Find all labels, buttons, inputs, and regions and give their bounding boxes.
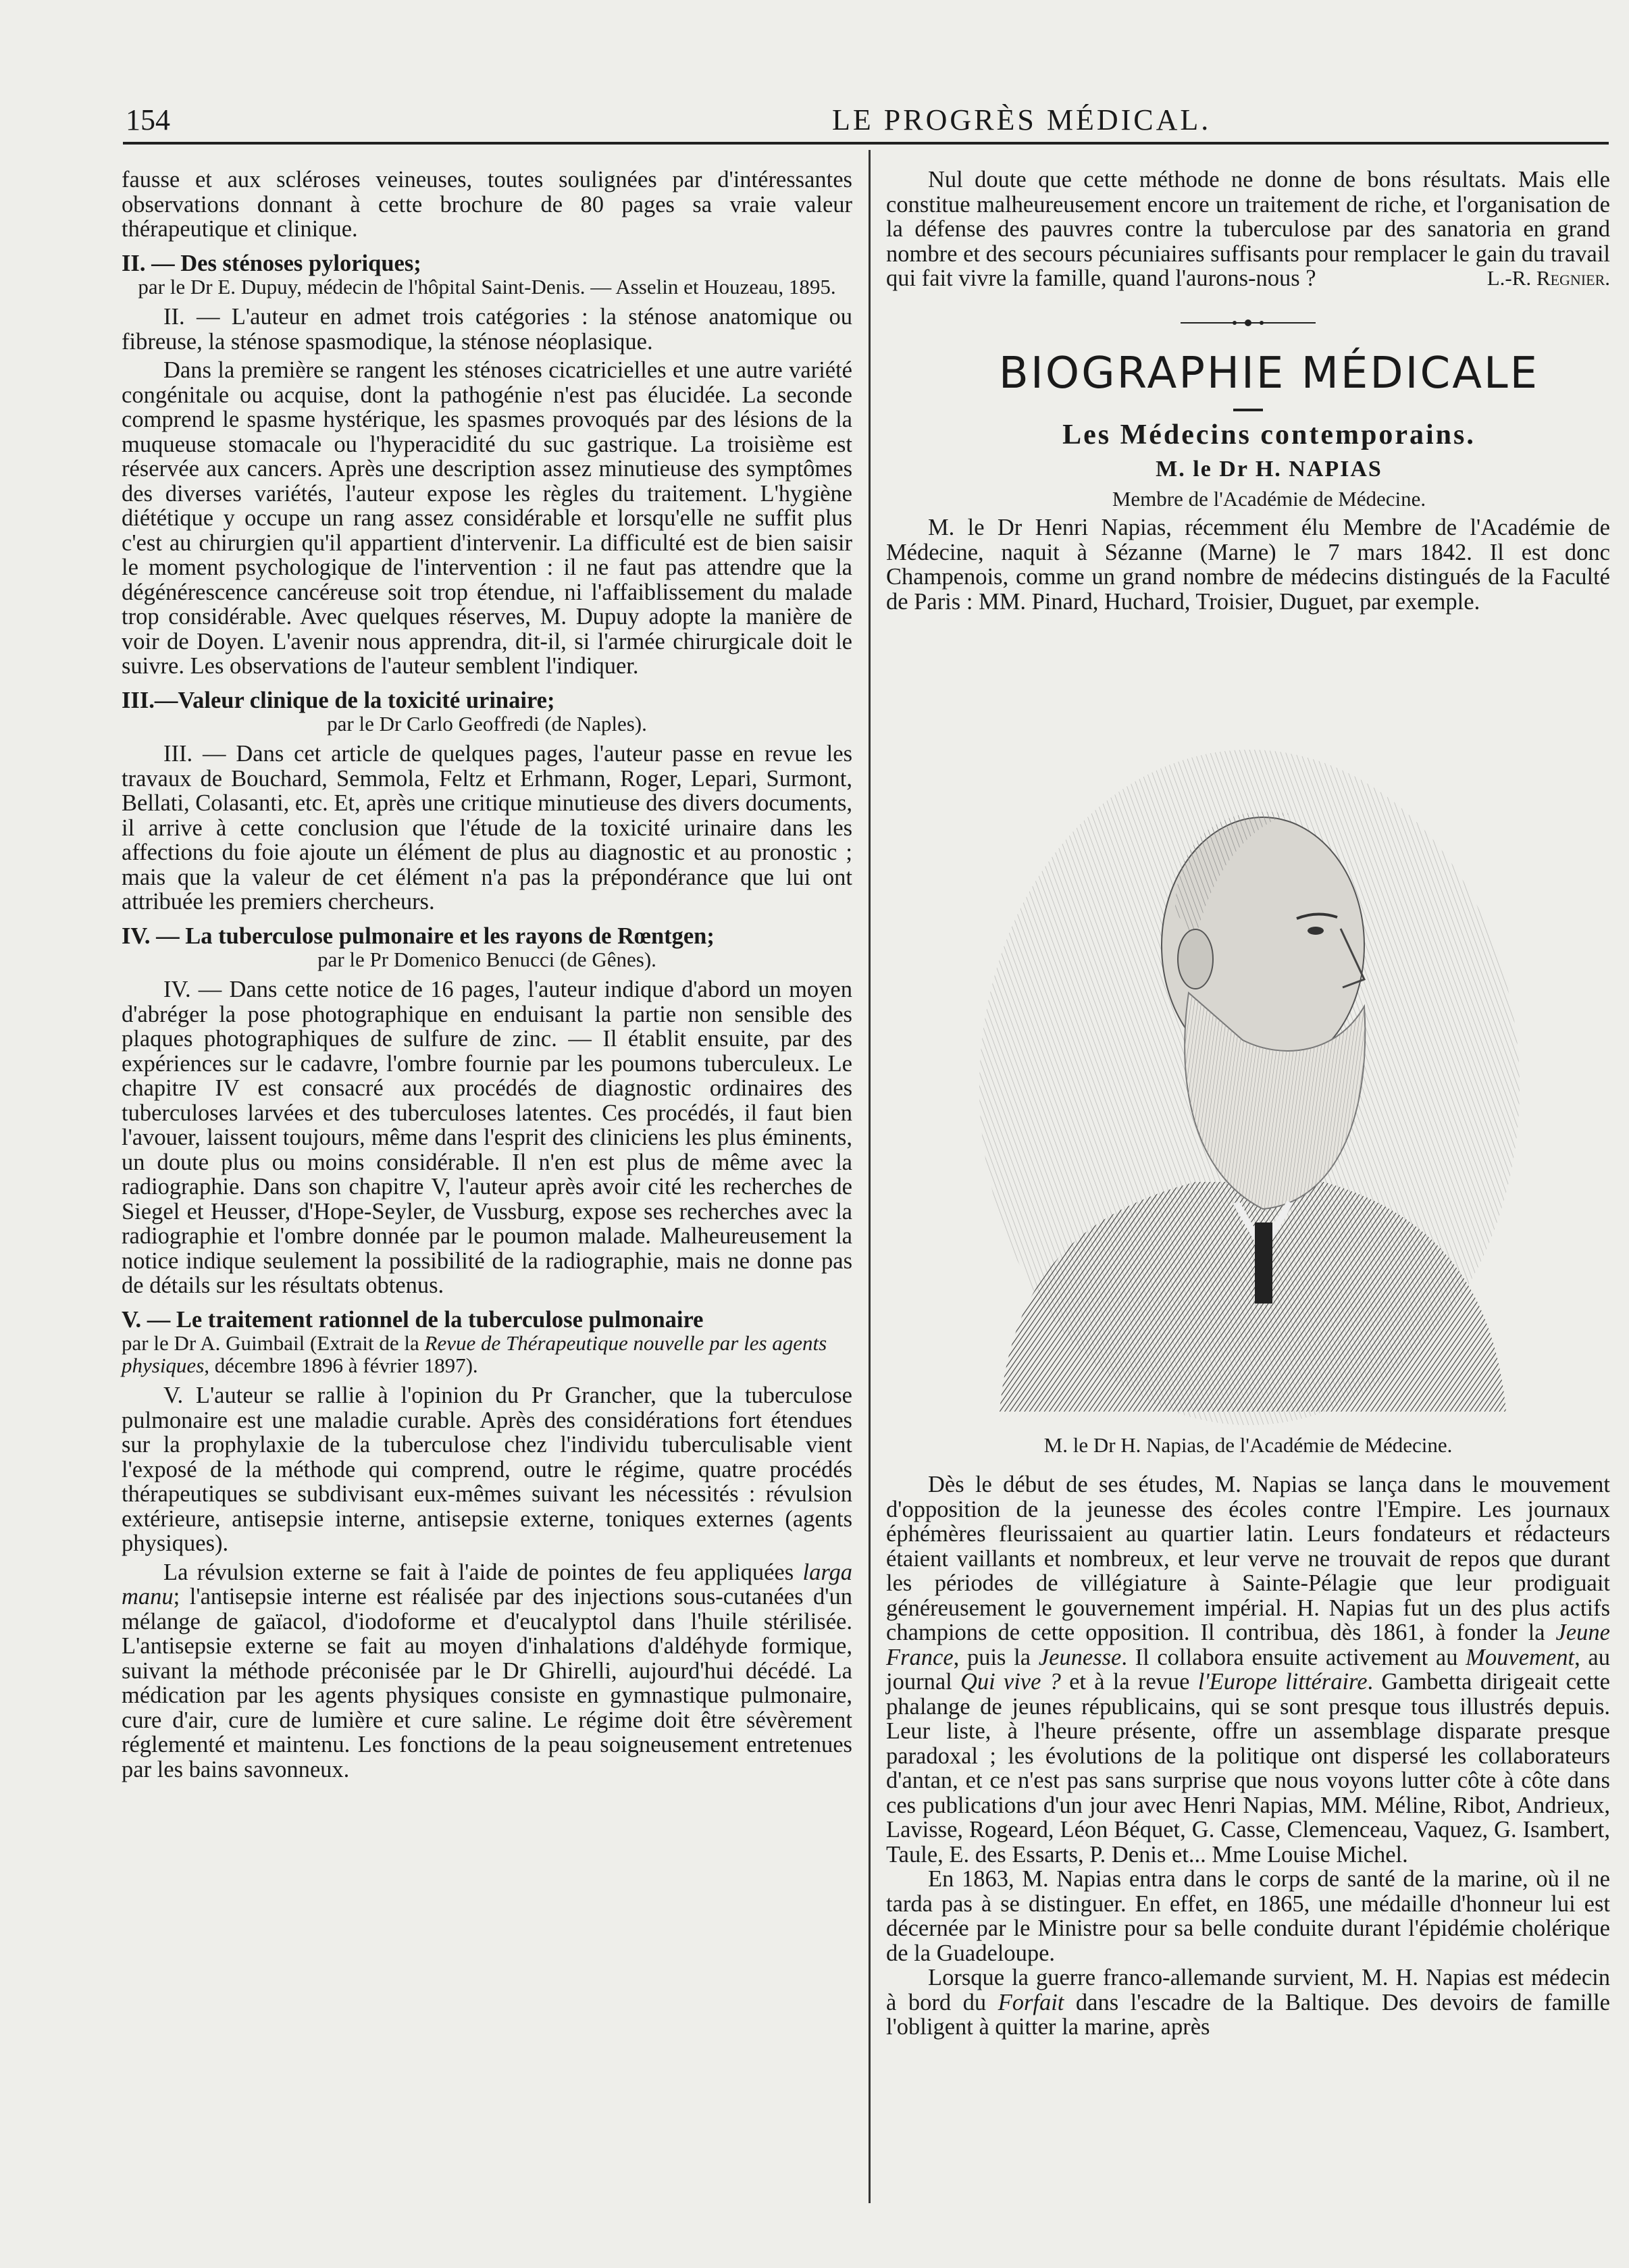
left-column <box>122 167 852 1786</box>
page-header <box>123 101 1609 145</box>
section-heading: V. — Le traitement rationnel de la tuberculose pulmonaire <box>122 1306 704 1333</box>
section-byline: par le Pr Domenico Benucci (de Gênes). <box>317 948 656 971</box>
italic-run: larga manu <box>122 1559 852 1609</box>
italic-run: l'Europe littéraire <box>1197 1669 1368 1695</box>
subtitle: Les Médecins contemporains. <box>1062 419 1476 450</box>
paragraph: Dans la première se rangent les sténoses cicatricielles et une autre variété congénitale ou acquise, dont la pathogénie n'est pas élucidée. La seconde comprend le spasme hystérique, les spasmes provoqués par des lésions de la muqueuse stomacale ou l'hyperacidité du suc gastrique. La troisième est réservée aux cancers. Après une description assez minutieuse des symptômes des diverses variétés, l'auteur expose les règles du traitement. L'hygiène diététique y occupe un rang assez considérable et lorsqu'elle ne suffit plus c'est au chirurgien qu'il appartient d'intervenir. La difficulté est de bien saisir le moment psychologique de l'intervention : il ne faut pas attendre que la dégénérescence cancéreuse soit trop étendue, ni l'affaiblissement du malade trop considérable. Avec quelques réserves, M. Dupuy adopte la manière de voir de Doyen. L'avenir nous apprendra, dit-il, si l'armée chirurgicale doit le suivre. Les observations de l'auteur semblent l'indiquer. <box>122 357 852 679</box>
ornament-icon <box>1181 318 1316 328</box>
text-run: et à la revue <box>1060 1669 1198 1695</box>
text-run: Lorsque la guerre franco-allemande survient, M. H. Napias est médecin à bord du <box>886 1965 1610 2015</box>
person-name: M. le Dr H. NAPIAS <box>1156 457 1382 482</box>
paragraph: II. — L'auteur en admet trois catégories : la sténose anatomique ou fibreuse, la sténose spasmodique, la sténose néoplasique. <box>122 304 852 355</box>
italic-run: Mouvement <box>1466 1644 1575 1670</box>
text-run: ; l'antisepsie interne est réalisée par des injections sous-cutanées d'un mélange de gaïacol, d'iodoforme et d'eucalyptol dans l'huile stérilisée. L'antisepsie externe se fait au moyen d'inhalations d'aldéhyde formique, suivant la méthode préconisée par le Dr Ghirelli, aujourd'hui décédé. La médication par les agents physiques consiste en gymnastique pulmonaire, cure d'air, cure de lumière et cure saline. Le régime doit être sévèrement réglementé et maintenu. Les fonctions de la peau soigneusement entretenues par les bains savonneux. <box>122 1584 852 1782</box>
byline-journal: Revue de Thérapeutique nouvelle par les agents physiques <box>122 1331 827 1377</box>
biography-text <box>886 1472 1610 2040</box>
paragraph: III. — Dans cet article de quelques pages, l'auteur passe en revue les travaux de Bouchard, Semmola, Feltz et Erhmann, Roger, Lepari, Surmont, Bellati, Colasanti, etc. Et, après une critique minutieuse des divers documents, il arrive à cette conclusion que l'étude de la toxicité urinaire dans les affections du foie ajoute un élément de plus au diagnostic et au pronostic ; mais que la valeur de cet élément n'a pas la prépondérance que lui ont attribuée les premiers chercheurs. <box>122 741 852 914</box>
section-title: BIOGRAPHIE MÉDICALE <box>998 349 1540 398</box>
text-run: Dès le début de ses études, M. Napias se lança dans le mouvement d'opposition de la jeunesse des écoles contre l'Empire. Les journaux éphémères fleurissaient au quartier latin. Leurs fondateurs et rédacteurs étaient vaillants et nombreux, et leur verve ne trouvait de repos que durant les périodes de villégiature à Sainte-Pélagie que leur prodiguait généreusement le gouvernement impérial. H. Napias fut un des plus actifs champions de cette opposition. Il contribua, dès 1861, à fonder la <box>886 1472 1610 1645</box>
paragraph <box>886 1965 1610 2040</box>
text-run: Nul doute que cette méthode ne donne de bons résultats. Mais elle constitue malheureusement encore un traitement de riche, et l'organisation de la défense des pauvres contre la tuberculose par des sanatoria en grand nombre et des secours pécuniaires suffisants pour remplacer le gain du travail qui fait vivre la famille, quand l'aurons-nous ? <box>886 167 1610 291</box>
paragraph <box>122 1560 852 1782</box>
text-run: La révulsion externe se fait à l'aide de pointes de feu appliquées <box>163 1559 803 1585</box>
text-run: dans l'escadre de la Baltique. Des devoirs de famille l'obligent à quitter la marine, après <box>886 1989 1610 2040</box>
section-heading: III.—Valeur clinique de la toxicité urinaire; <box>122 687 555 713</box>
paragraph: En 1863, M. Napias entra dans le corps de santé de la marine, où il ne tarda pas à se distinguer. En effet, en 1865, une médaille d'honneur lui est décernée par le Ministre pour sa belle conduite durant l'épidémie cholérique de la Guadeloupe. <box>886 1866 1610 1966</box>
ornament-divider <box>886 310 1610 335</box>
section-heading: II. — Des sténoses pyloriques; <box>122 250 421 276</box>
journal-title: LE PROGRÈS MÉDICAL. <box>832 103 1212 136</box>
paragraph <box>886 167 1610 291</box>
person-membership: Membre de l'Académie de Médecine. <box>1112 487 1426 511</box>
paragraph: M. le Dr Henri Napias, récemment élu Membre de l'Académie de Médecine, naquit à Sézanne (Marne) le 7 mars 1842. Il est donc Champenois, comme un grand nombre de médecins distingués de la Faculté de Paris : MM. Pinard, Huchard, Troisier, Duguet, par exemple. <box>886 515 1610 615</box>
text-run: . Gambetta dirigeait cette phalange de jeunes républicains, qui se sont presque tous illustrés depuis. Leur liste, à l'heure présente, offre un assemblage disparate presque paradoxal ; les évolutions de la politique ont dispersé les collaborateurs d'antan, et ce n'est pas sans surprise que nous voyons lutter côte à côte dans ces publications d'un jour avec Henri Napias, MM. Méline, Ribot, Andrieux, Lavisse, Rogeard, Léon Béquet, G. Casse, Clemenceau, Vaquez, G. Isambert, Taule, E. des Essarts, P. Denis et... Mme Louise Michel. <box>886 1669 1610 1867</box>
italic-run: Qui vive ? <box>960 1669 1061 1695</box>
author-signature: L.-R. Regnier. <box>1486 266 1610 290</box>
section-byline <box>122 1332 852 1376</box>
text-run: , au journal <box>886 1644 1610 1695</box>
byline-text: par le Dr A. Guimbail (Extrait de la <box>122 1331 425 1355</box>
column-divider <box>869 150 871 2203</box>
right-column <box>886 167 1610 618</box>
byline-text: , décembre 1896 à février 1897). <box>204 1354 478 1377</box>
paragraph: V. L'auteur se rallie à l'opinion du Pr Grancher, que la tuberculose pulmonaire est une maladie curable. Après des considérations fort étendues sur la prophylaxie de la tuberculose chez l'individu tuberculisable vient l'exposé de la méthode qui comprend, outre le régime, quatre procédés thérapeutiques se subdivisant eux-mêmes suivant les nécessités : révulsion extérieure, antisepsie interne, antisepsie externe, toniques externes (agents physiques). <box>122 1383 852 1556</box>
portrait-caption: M. le Dr H. Napias, de l'Académie de Médecine. <box>1043 1433 1453 1457</box>
italic-run: Forfait <box>998 1989 1064 2015</box>
portrait-engraving <box>973 736 1526 1425</box>
section-byline: par le Dr E. Dupuy, médecin de l'hôpital Saint-Denis. — Asselin et Houzeau, 1895. <box>138 275 836 299</box>
section-heading: IV. — La tuberculose pulmonaire et les rayons de Rœntgen; <box>122 923 715 949</box>
title-dash <box>1233 409 1263 411</box>
paragraph: IV. — Dans cette notice de 16 pages, l'auteur indique d'abord un moyen d'abréger la pose photographique en enduisant la partie non sensible des plaques photographiques de sulfure de zinc. — Il établit ensuite, par des expériences sur le cadavre, l'ombre fournie par les poumons tuberculeux. Le chapitre IV est consacré aux procédés de diagnostic ordinaires des tuberculoses larvées et des tuberculoses latentes. Ces procédés, il faut bien l'avouer, laissent toujours, même dans l'esprit des cliniciens les plus éminents, un doute plus ou moins considérable. Il n'en est plus de même avec la radiographie. Dans son chapitre V, l'auteur après avoir cité les recherches de Siegel et Heusser, d'Hope-Seyler, de Vussburg, expose ses recherches avec la radiographie et l'ombre donnée par le poumon malade. Malheureusement la notice indique seulement la possibilité de la radiographie, mais ne donne pas de détails sur les résultats obtenus. <box>122 977 852 1298</box>
italic-run: Jeune France <box>886 1620 1610 1670</box>
text-run: , puis la <box>953 1644 1039 1670</box>
paragraph: fausse et aux scléroses veineuses, toutes soulignées par d'intéressantes observations donnant à cette brochure de 80 pages sa vraie valeur thérapeutique et clinique. <box>122 167 852 242</box>
paragraph <box>886 1472 1610 1867</box>
section-byline: par le Dr Carlo Geoffredi (de Naples). <box>327 712 647 736</box>
text-run: . Il collabora ensuite activement au <box>1121 1644 1466 1670</box>
italic-run: Jeunesse <box>1038 1644 1122 1670</box>
page-number: 154 <box>126 103 170 136</box>
